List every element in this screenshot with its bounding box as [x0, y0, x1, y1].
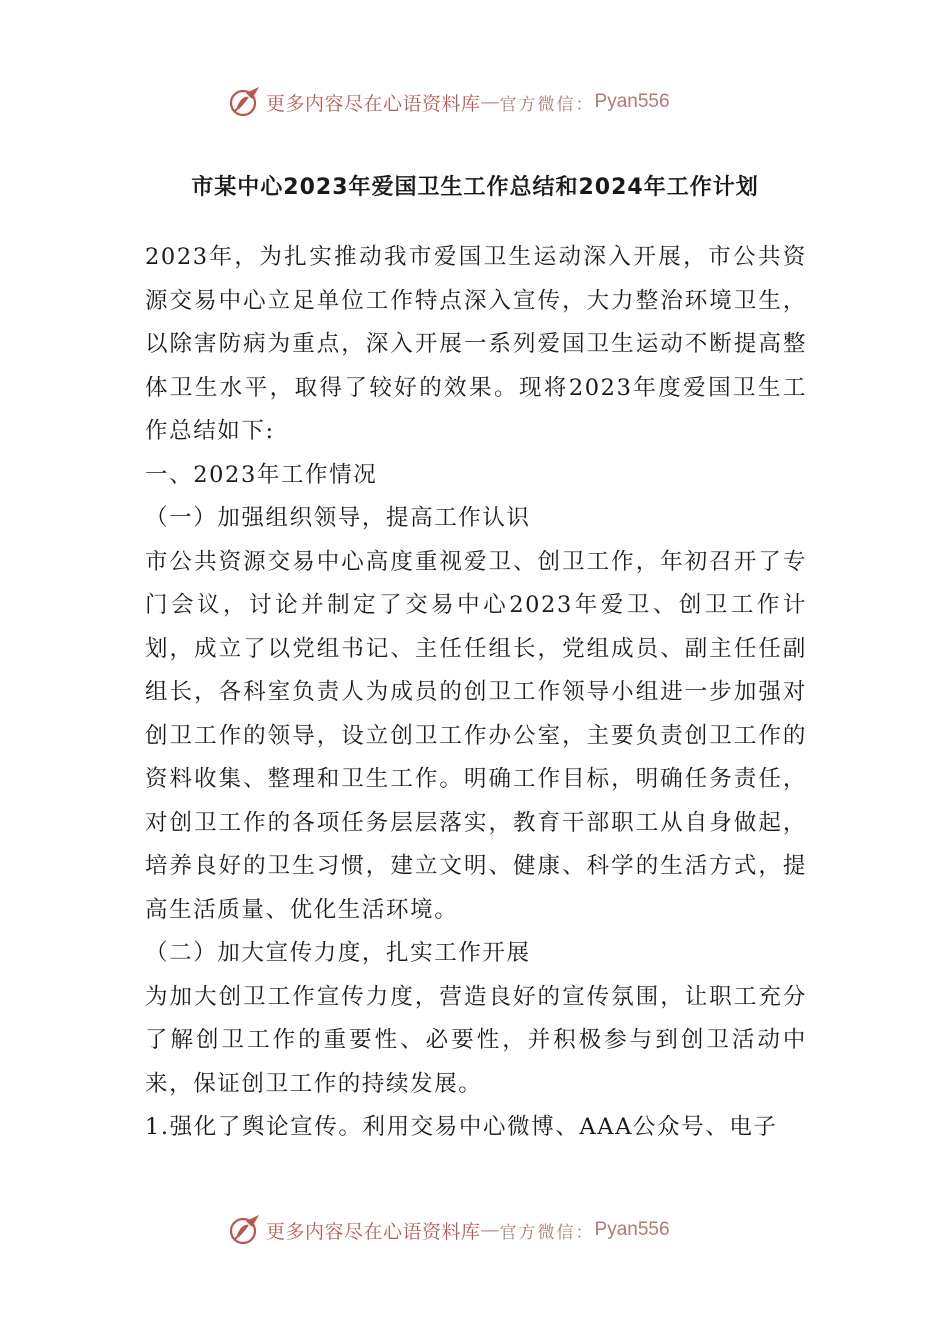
intro-paragraph: 2023年，为扎实推动我市爱国卫生运动深入开展，市公共资源交易中心立足单位工作特点深入宣传，大力整治环境卫生，以除害防病为重点，深入开展一系列爱国卫生运动不断提高整体卫生水平，取得了较好的效果。现将2023年度爱国卫生工作总结如下:: [145, 244, 807, 444]
subsection-heading: （一）加强组织领导，提高工作认识: [145, 505, 531, 531]
header-banner: [228, 82, 748, 122]
body-paragraph: 市公共资源交易中心高度重视爱卫、创卫工作，年初召开了专门会议，讨论并制定了交易中心2023年爱卫、创卫工作计划，成立了以党组书记、主任任组长，党组成员、副主任任副组长，各科室负责人为成员的创卫工作领导小组进一步加强对创卫工作的领导，设立创卫工作办公室，主要负责创卫工作的资料收集、整理和卫生工作。明确工作目标，明确任务责任，对创卫工作的各项任务层层落实，教育干部职工从自身做起，培养良好的卫生习惯，建立文明、健康、科学的生活方式，提高生活质量、优化生活环境。: [145, 548, 807, 923]
footer-banner: [228, 1210, 748, 1250]
banner-wechat-id: Pyan556: [594, 91, 670, 112]
banner-main-text: 更多内容尽在心语资料库: [266, 1220, 481, 1243]
body-paragraph: 为加大创卫工作宣传力度，营造良好的宣传氛围，让职工充分了解创卫工作的重要性、必要性，并积极参与到创卫活动中来，保证创卫工作的持续发展。: [145, 983, 807, 1097]
pen-logo-icon: [228, 85, 262, 119]
list-item: 1.强化了舆论宣传。利用交易中心微博、AAA公众号、电子: [145, 1114, 778, 1140]
banner-dash: —: [480, 91, 500, 113]
banner-main-text: 更多内容尽在心语资料库: [266, 92, 481, 115]
banner-dash: —: [480, 1219, 500, 1241]
pen-logo-icon: [228, 1213, 262, 1247]
document-body: [145, 236, 807, 1150]
subsection-heading: （二）加大宣传力度，扎实工作开展: [145, 940, 531, 966]
banner-wechat-id: Pyan556: [594, 1219, 670, 1240]
document-title: 市某中心2023年爱国卫生工作总结和2024年工作计划: [191, 175, 759, 200]
banner-wechat-label: 官方微信：: [499, 1222, 595, 1243]
section-heading: 一、2023年工作情况: [145, 461, 378, 488]
banner-wechat-label: 官方微信：: [499, 94, 595, 115]
